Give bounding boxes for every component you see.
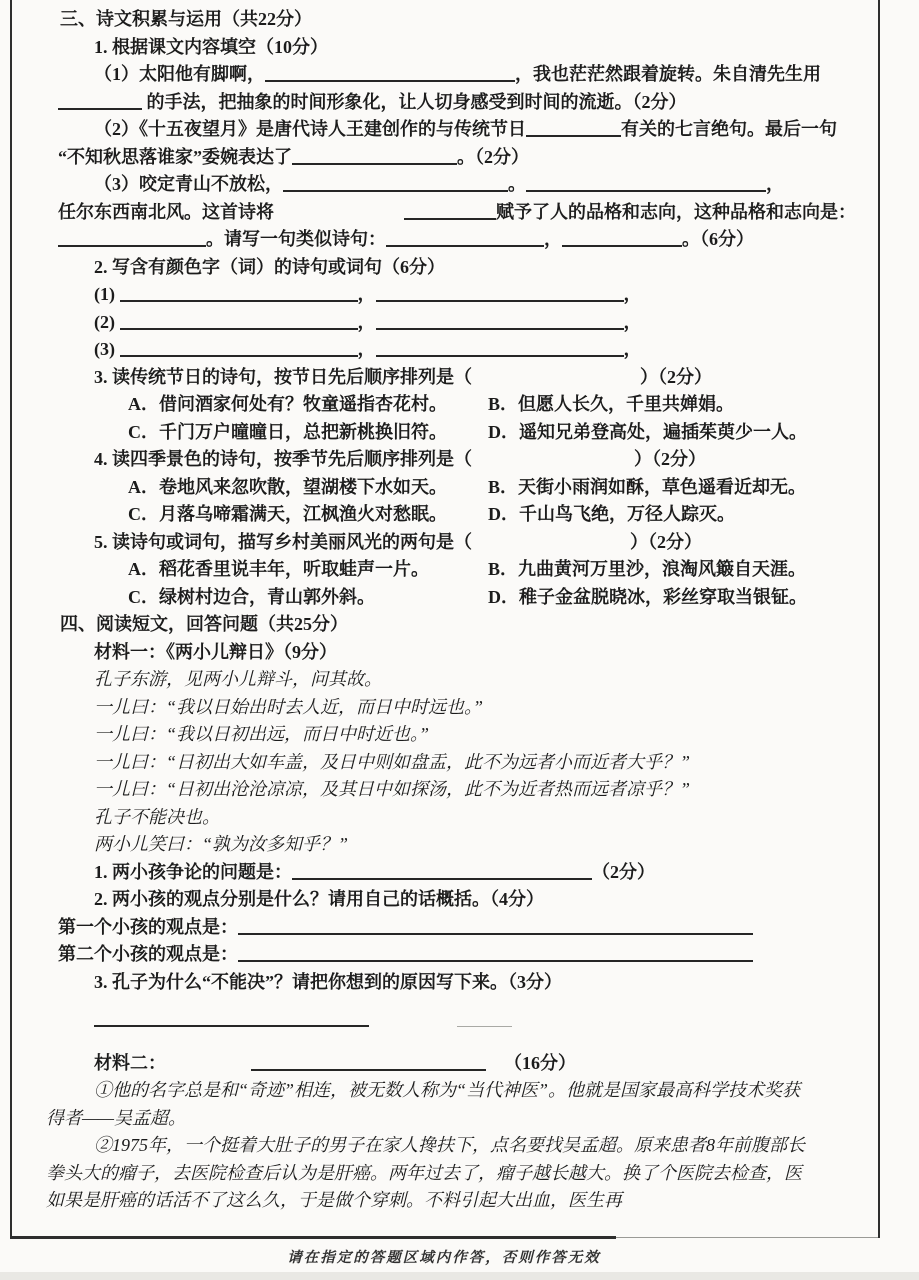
- spacer: [369, 1024, 457, 1025]
- material-1-passage-line-1: [58, 666, 870, 694]
- text-segment: ，我也茫茫然跟着旋转。朱自清先生用: [515, 64, 821, 84]
- text-segment: 两小儿笑曰：“孰为汝多知乎？”: [94, 834, 349, 854]
- answer-blank: [251, 1055, 486, 1071]
- page-border-left: [10, 0, 12, 1238]
- material-2-p2-line1: [58, 1132, 870, 1160]
- text-segment: 1. 根据课文内容填空（10分）: [94, 36, 328, 57]
- text-segment: 2. 两小孩的观点分别是什么？请用自己的话概括。（4分）: [94, 889, 544, 909]
- text-segment: 赋予了人的品格和志向，这种品格和志向是：: [496, 201, 856, 222]
- q5-option-row-cd: [58, 584, 870, 612]
- material-1-passage-line-5: [58, 776, 870, 804]
- text-segment: 。请写一句类似诗句：: [206, 229, 386, 249]
- answer-blank: [238, 946, 753, 962]
- text-segment: B．九曲黄河万里沙，浪淘风簸自天涯。: [488, 559, 807, 579]
- text-segment: C．月落乌啼霜满天，江枫渔火对愁眠。: [128, 504, 447, 524]
- text-segment: （3）咬定青山不放松，: [94, 174, 283, 194]
- material-1-q3-answer-line: [58, 1006, 870, 1034]
- q1-item3-line2: [58, 199, 870, 227]
- section-4-heading: [58, 611, 870, 639]
- spacer: [274, 217, 404, 218]
- text-segment: （2分）: [592, 861, 655, 882]
- q2-heading: [58, 254, 870, 282]
- text-segment: 得者——吴孟超。: [46, 1107, 187, 1128]
- q4-heading: [58, 446, 870, 474]
- material-1-passage-line-3: [58, 721, 870, 749]
- text-segment: 如果是肝癌的话活不了这么久，于是做个穿刺。不料引起大出血，医生再: [46, 1190, 622, 1210]
- material-1-heading: [58, 639, 870, 667]
- answer-blank: [265, 66, 515, 82]
- text-segment: ①他的名字总是和“奇迹”相连，被无数人称为“当代神医”。他就是国家最高科学技术奖获: [94, 1080, 801, 1100]
- material-1-q3: [58, 969, 870, 997]
- text-segment: 。（2分）: [457, 146, 529, 167]
- text-segment: C．千门万户曈曈日，总把新桃换旧符。: [128, 421, 447, 442]
- text-segment: ，: [766, 174, 784, 194]
- text-segment: 4. 读四季景色的诗句，按季节先后顺序排列是（: [94, 449, 472, 469]
- text-segment: ②1975年，一个挺着大肚子的男子在家人搀扶下，点名要找吴孟超。原来患者8年前腹部长: [94, 1135, 805, 1155]
- page-border-right: [878, 0, 880, 1238]
- text-segment: 2. 写含有颜色字（词）的诗句或词句（6分）: [94, 256, 445, 277]
- material-2-heading: [58, 1050, 870, 1078]
- material-1-passage-line-2: [58, 694, 870, 722]
- spacer: [472, 547, 630, 548]
- material-1-q2-answer-1: [58, 914, 870, 942]
- footer-notice: 请在指定的答题区域内作答，否则作答无效: [287, 1250, 601, 1266]
- material-1-q2-answer-2: [58, 941, 870, 969]
- material-2-p1-line1: [58, 1077, 870, 1105]
- text-segment: ，: [623, 339, 642, 359]
- text-segment: ）（2分）: [634, 449, 706, 469]
- text-segment: （1）太阳他有脚啊，: [94, 64, 265, 84]
- document-body: [46, 6, 870, 1215]
- text-segment: 一儿曰：“日初出沧沧凉凉，及其日中如探汤，此不为近者热而远者凉乎？”: [94, 779, 691, 799]
- q1-item3-line1: [58, 171, 870, 199]
- q3-option-row-cd: [58, 419, 870, 447]
- answer-blank: [376, 286, 624, 302]
- page-border-bottom-faint: [616, 1237, 878, 1238]
- text-segment: ）（2分）: [630, 531, 702, 552]
- text-segment: ，: [623, 284, 642, 304]
- q5-heading: [58, 529, 870, 557]
- spacer: [486, 1068, 504, 1069]
- text-segment: 材料二：: [94, 1052, 166, 1073]
- answer-blank: [562, 231, 682, 247]
- answer-blank: [283, 176, 508, 192]
- text-segment: A．卷地风来忽吹散，望湖楼下水如天。: [128, 476, 447, 497]
- text-segment: B．天街小雨润如酥，草色遥看近却无。: [488, 476, 807, 497]
- q2-blank-row-1: [58, 281, 870, 309]
- spacer: [472, 464, 634, 465]
- page-border-bottom: [10, 1236, 616, 1239]
- text-segment: 有关的七言绝句。最后一句: [621, 119, 837, 139]
- text-segment: D．千山鸟飞绝，万径人踪灭。: [488, 504, 735, 524]
- text-segment: D．遥知兄弟登高处，遍插茱萸少一人。: [488, 421, 807, 442]
- text-segment: 任尔东西南北风。这首诗将: [58, 201, 274, 222]
- text-segment: 材料一：《两小儿辩日》（9分）: [94, 641, 337, 662]
- text-segment: 一儿曰：“我以日初出远，而日中时近也。”: [94, 724, 430, 744]
- q1-heading: [58, 34, 870, 62]
- text-segment: 1. 两小孩争论的问题是：: [94, 861, 292, 882]
- spacer: [166, 1068, 251, 1069]
- q3-heading: [58, 364, 870, 392]
- answer-blank: [58, 231, 206, 247]
- text-segment: (1): [94, 284, 120, 304]
- text-segment: 第一个小孩的观点是：: [58, 916, 238, 937]
- text-segment: (3): [94, 339, 120, 359]
- answer-blank: [94, 1011, 369, 1027]
- material-2-p2-line3: [46, 1187, 870, 1215]
- text-segment: A．稻花香里说丰年，听取蛙声一片。: [128, 559, 429, 579]
- text-segment: 3. 读传统节日的诗句，按节日先后顺序排列是（: [94, 366, 472, 387]
- material-1-passage-line-6: [58, 804, 870, 832]
- spacer: [472, 382, 640, 383]
- answer-blank: [58, 94, 142, 110]
- text-segment: ，: [544, 229, 562, 249]
- text-segment: 。（6分）: [682, 229, 754, 249]
- text-segment: 四、阅读短文，回答问题（共25分）: [60, 614, 348, 634]
- q1-item2-line2: [58, 144, 870, 172]
- text-segment: 一儿曰：“我以日始出时去人近，而日中时远也。”: [94, 696, 484, 717]
- answer-blank: [526, 121, 621, 137]
- answer-blank: [386, 231, 544, 247]
- q1-item3-line3: [58, 226, 870, 254]
- text-segment: ）（2分）: [640, 366, 712, 387]
- text-segment: 三、诗文积累与运用（共22分）: [60, 9, 312, 29]
- material-1-q1: [58, 859, 870, 887]
- answer-blank: [120, 314, 358, 330]
- text-segment: B．但愿人长久，千里共婵娟。: [488, 394, 735, 414]
- text-segment: 孔子东游，见两小儿辩斗，问其故。: [94, 669, 382, 689]
- q3-option-row-ab: [58, 391, 870, 419]
- section-3-heading: [58, 6, 870, 34]
- text-segment: (2): [94, 311, 120, 332]
- material-1-passage-line-7: [58, 831, 870, 859]
- answer-blank: [238, 919, 753, 935]
- text-segment: A．借问酒家何处有？牧童遥指杏花村。: [128, 394, 447, 414]
- text-segment: ，: [357, 284, 376, 304]
- answer-blank: [376, 314, 624, 330]
- q4-option-row-cd: [58, 501, 870, 529]
- material-1-q2: [58, 886, 870, 914]
- text-segment: 5. 读诗句或词句，描写乡村美丽风光的两句是（: [94, 531, 472, 552]
- text-segment: （16分）: [504, 1052, 576, 1073]
- text-segment: C．绿树村边合，青山郭外斜。: [128, 586, 375, 607]
- text-segment: ，: [357, 311, 376, 332]
- text-segment: 。: [508, 174, 526, 194]
- text-segment: ，: [623, 311, 642, 332]
- answer-blank: [376, 341, 624, 357]
- answer-blank: [457, 1012, 512, 1027]
- answer-blank: [404, 204, 496, 220]
- material-1-passage-line-4: [58, 749, 870, 777]
- answer-blank: [292, 864, 592, 880]
- text-segment: 一儿曰：“日初出大如车盖，及日中则如盘盂，此不为远者小而近者大乎？”: [94, 751, 691, 772]
- text-segment: D．稚子金盆脱晓冰，彩丝穿取当银钲。: [488, 586, 807, 607]
- answer-blank: [120, 286, 358, 302]
- text-segment: “不知秋思落谁家”委婉表达了: [58, 146, 292, 167]
- text-segment: 的手法，把抽象的时间形象化，让人切身感受到时间的流逝。（2分）: [142, 91, 687, 112]
- answer-blank: [526, 176, 766, 192]
- text-segment: 孔子不能决也。: [94, 806, 220, 827]
- q2-blank-row-3: [58, 336, 870, 364]
- text-segment: 3. 孔子为什么“不能决”？请把你想到的原因写下来。（3分）: [94, 971, 562, 992]
- answer-blank: [292, 149, 457, 165]
- material-2-p1-line2: [46, 1105, 870, 1133]
- material-2-p2-line2: [46, 1160, 870, 1188]
- q1-item1-line2: [58, 89, 870, 117]
- q2-blank-row-2: [58, 309, 870, 337]
- answer-blank: [120, 341, 358, 357]
- q1-item2-line1: [58, 116, 870, 144]
- text-segment: （2）《十五夜望月》是唐代诗人王建创作的与传统节日: [94, 119, 526, 139]
- q4-option-row-ab: [58, 474, 870, 502]
- text-segment: 第二个小孩的观点是：: [58, 944, 238, 964]
- q5-option-row-ab: [58, 556, 870, 584]
- text-segment: ，: [357, 339, 376, 359]
- text-segment: 拳头大的瘤子，去医院检查后认为是肝癌。两年过去了，瘤子越长越大。换了个医院去检查，医: [46, 1162, 802, 1183]
- q1-item1-line1: [58, 61, 870, 89]
- scan-bottom-edge: [0, 1272, 919, 1280]
